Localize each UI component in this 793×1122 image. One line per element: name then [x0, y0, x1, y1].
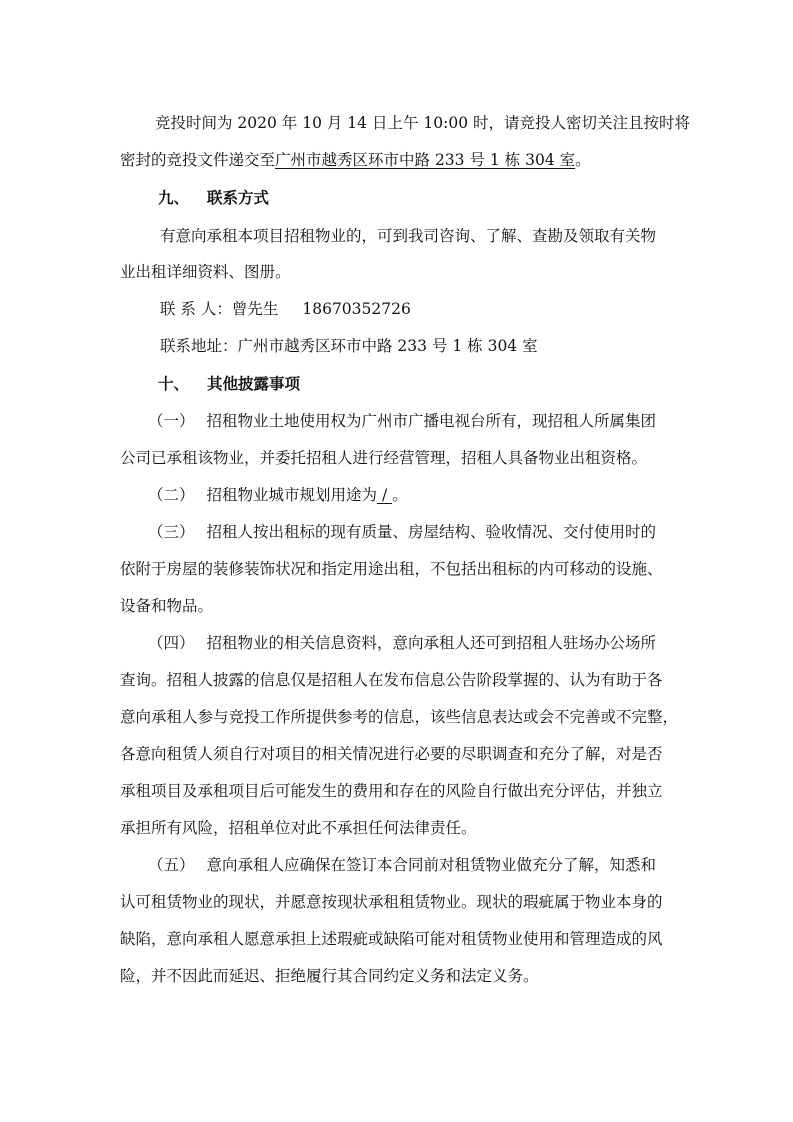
section-number: 九、: [158, 189, 190, 207]
section-number: 十、: [158, 375, 190, 393]
list-item-4: [148, 633, 656, 653]
list-item-1: [148, 411, 656, 431]
section-heading-10: [158, 374, 300, 394]
item-number: （一）: [148, 412, 195, 430]
text-span: 。: [392, 486, 408, 504]
item-text: 招租人按出租标的现有质量、房屋结构、验收情况、交付使用时的: [206, 523, 657, 541]
item-number: （五）: [148, 856, 195, 874]
item-text: 意向承租人应确保在签订本合同前对租赁物业做充分了解，知悉和: [206, 856, 657, 874]
paragraph-line: 意向承租人参与竞投工作所提供参考的信息，该些信息表达或会不完善或不完整，: [120, 708, 679, 726]
paragraph-line: 认可租赁物业的现状，并愿意按现状承租租赁物业。现状的瑕疵属于物业本身的: [120, 893, 663, 911]
paragraph-line: 承担所有风险，招租单位对此不承担任何法律责任。: [120, 819, 477, 837]
list-item-2: [148, 485, 408, 505]
paragraph-line: 查询。招租人披露的信息仅是招租人在发布信息公告阶段掌握的、认为有助于各: [120, 671, 663, 689]
list-item-5: [148, 855, 656, 875]
item-number: （三）: [148, 523, 195, 541]
contact-address: 联系地址：广州市越秀区环市中路 233 号 1 栋 304 室: [160, 337, 538, 355]
submission-address: 广州市越秀区环市中路 233 号 1 栋 304 室: [275, 151, 576, 169]
planning-use-value: /: [377, 486, 393, 504]
item-text: 招租物业土地使用权为广州市广播电视台所有，现招租人所属集团: [206, 412, 657, 430]
paragraph-line: 缺陷，意向承租人愿意承担上述瑕疵或缺陷可能对租赁物业使用和管理造成的风: [120, 930, 663, 948]
paragraph-line: 险，并不因此而延迟、拒绝履行其合同约定义务和法定义务。: [120, 967, 539, 985]
section-title: 其他披露事项: [207, 375, 301, 393]
contact-phone: 18670352726: [302, 300, 411, 318]
text-span: 密封的竞投文件递交至: [120, 151, 276, 169]
text-span: 。: [575, 151, 591, 169]
paragraph-line: 各意向租赁人须自行对项目的相关情况进行必要的尽职调查和充分了解，对是否: [120, 745, 663, 763]
item-text: 招租物业城市规划用途为: [206, 486, 378, 504]
section-title: 联系方式: [207, 189, 270, 207]
item-text: 招租物业的相关信息资料，意向承租人还可到招租人驻场办公场所: [206, 634, 657, 652]
paragraph-line: 公司已承租该物业，并委托招租人进行经营管理，招租人具备物业出租资格。: [120, 449, 648, 467]
item-number: （四）: [148, 634, 195, 652]
paragraph-line: 竞投时间为 2020 年 10 月 14 日上午 10:00 时，请竞投人密切关注且按时将: [155, 114, 690, 132]
section-heading-9: [158, 188, 269, 208]
paragraph-line: 依附于房屋的装修装饰状况和指定用途出租，不包括出租标的内可移动的设施、: [120, 560, 663, 578]
contact-person: [160, 299, 411, 319]
contact-label: 联 系 人：曾先生: [160, 300, 279, 318]
paragraph-line: [120, 150, 591, 170]
paragraph-line: 承租项目及承租项目后可能发生的费用和存在的风险自行做出充分评估，并独立: [120, 782, 663, 800]
paragraph-line: 设备和物品。: [120, 597, 214, 615]
paragraph-line: 业出租详细资料、图册。: [120, 263, 291, 281]
list-item-3: [148, 522, 656, 542]
paragraph-line: 有意向承租本项目招租物业的，可到我司咨询、了解、查勘及领取有关物: [160, 227, 657, 245]
item-number: （二）: [148, 486, 195, 504]
